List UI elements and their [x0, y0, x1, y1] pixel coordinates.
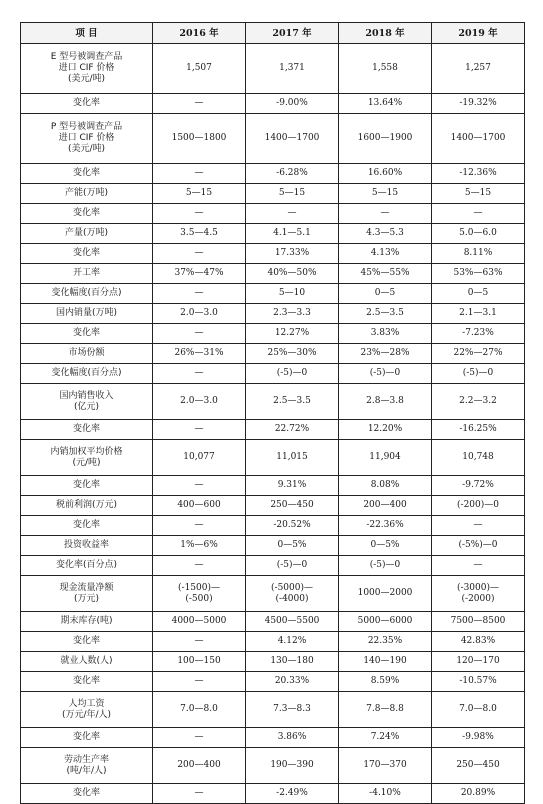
- table-cell: 40%—50%: [246, 264, 339, 284]
- header-2019: 2019 年: [432, 23, 525, 44]
- table-cell: 7.0—8.0: [153, 692, 246, 728]
- table-cell: —: [432, 516, 525, 536]
- table-cell: (-5000)— (-4000): [246, 576, 339, 612]
- table-row: [21, 516, 525, 536]
- table-cell: —: [153, 164, 246, 184]
- table-cell: —: [246, 204, 339, 224]
- table-cell: 1500—1800: [153, 114, 246, 164]
- table-row: [21, 224, 525, 244]
- row-label: 产能(万吨): [21, 184, 153, 204]
- table-row: [21, 556, 525, 576]
- row-label: 变化率(百分点): [21, 556, 153, 576]
- table-cell: 42.83%: [432, 632, 525, 652]
- table-row: [21, 748, 525, 784]
- table-row: [21, 264, 525, 284]
- table-cell: 5.0—6.0: [432, 224, 525, 244]
- table-cell: -9.98%: [432, 728, 525, 748]
- table-row: [21, 476, 525, 496]
- table-row: [21, 94, 525, 114]
- row-label: 税前利润(万元): [21, 496, 153, 516]
- table-cell: 12.27%: [246, 324, 339, 344]
- data-table-container: [20, 22, 524, 804]
- table-cell: 9.31%: [246, 476, 339, 496]
- table-cell: -22.36%: [339, 516, 432, 536]
- table-cell: 1000—2000: [339, 576, 432, 612]
- table-row: [21, 244, 525, 264]
- table-header-row: [21, 23, 525, 44]
- table-cell: 250—450: [432, 748, 525, 784]
- table-cell: —: [153, 516, 246, 536]
- table-cell: 250—450: [246, 496, 339, 516]
- table-cell: —: [432, 204, 525, 224]
- table-cell: —: [153, 632, 246, 652]
- table-cell: 2.2—3.2: [432, 384, 525, 420]
- table-cell: 120—170: [432, 652, 525, 672]
- table-cell: 3.86%: [246, 728, 339, 748]
- row-label: 人均工资 (万元/年/人): [21, 692, 153, 728]
- table-row: [21, 692, 525, 728]
- table-cell: 7.0—8.0: [432, 692, 525, 728]
- table-cell: 22.35%: [339, 632, 432, 652]
- table-row: [21, 652, 525, 672]
- table-row: [21, 672, 525, 692]
- table-cell: 5—15: [153, 184, 246, 204]
- table-cell: 2.5—3.5: [339, 304, 432, 324]
- table-cell: 45%—55%: [339, 264, 432, 284]
- table-cell: 200—400: [153, 748, 246, 784]
- table-cell: (-3000)— (-2000): [432, 576, 525, 612]
- table-cell: —: [153, 324, 246, 344]
- table-cell: (-5)—0: [339, 556, 432, 576]
- table-cell: 2.8—3.8: [339, 384, 432, 420]
- table-cell: -10.57%: [432, 672, 525, 692]
- table-cell: 20.33%: [246, 672, 339, 692]
- table-row: [21, 284, 525, 304]
- table-cell: 2.3—3.3: [246, 304, 339, 324]
- row-label: 变化率: [21, 784, 153, 804]
- table-cell: —: [153, 420, 246, 440]
- table-cell: (-1500)— (-500): [153, 576, 246, 612]
- header-2016: 2016 年: [153, 23, 246, 44]
- row-label: P 型号被调查产品 进口 CIF 价格 (美元/吨): [21, 114, 153, 164]
- table-row: [21, 164, 525, 184]
- table-cell: 53%—63%: [432, 264, 525, 284]
- row-label: 变化率: [21, 164, 153, 184]
- table-cell: 7.8—8.8: [339, 692, 432, 728]
- table-cell: 4.3—5.3: [339, 224, 432, 244]
- table-cell: 1,371: [246, 44, 339, 94]
- table-cell: -2.49%: [246, 784, 339, 804]
- table-row: [21, 324, 525, 344]
- table-cell: 4000—5000: [153, 612, 246, 632]
- table-cell: (-5%)—0: [432, 536, 525, 556]
- table-cell: 13.64%: [339, 94, 432, 114]
- row-label: 投资收益率: [21, 536, 153, 556]
- table-cell: 2.1—3.1: [432, 304, 525, 324]
- header-2018: 2018 年: [339, 23, 432, 44]
- table-row: [21, 632, 525, 652]
- table-cell: 22.72%: [246, 420, 339, 440]
- table-cell: 190—390: [246, 748, 339, 784]
- row-label: E 型号被调查产品 进口 CIF 价格 (美元/吨): [21, 44, 153, 94]
- row-label: 国内销售收入 (亿元): [21, 384, 153, 420]
- table-cell: —: [153, 284, 246, 304]
- table-cell: 8.11%: [432, 244, 525, 264]
- table-cell: 130—180: [246, 652, 339, 672]
- table-cell: 140—190: [339, 652, 432, 672]
- table-cell: 1,558: [339, 44, 432, 94]
- table-cell: 7500—8500: [432, 612, 525, 632]
- table-cell: 23%—28%: [339, 344, 432, 364]
- table-cell: 2.0—3.0: [153, 304, 246, 324]
- row-label: 市场份额: [21, 344, 153, 364]
- table-cell: -9.00%: [246, 94, 339, 114]
- table-row: [21, 612, 525, 632]
- table-row: [21, 496, 525, 516]
- table-cell: 3.5—4.5: [153, 224, 246, 244]
- table-row: [21, 784, 525, 804]
- row-label: 变化率: [21, 244, 153, 264]
- row-label: 变化率: [21, 324, 153, 344]
- row-label: 变化率: [21, 204, 153, 224]
- table-cell: 5000—6000: [339, 612, 432, 632]
- table-cell: 0—5: [432, 284, 525, 304]
- table-cell: (-5)—0: [246, 556, 339, 576]
- table-cell: 10,077: [153, 440, 246, 476]
- table-cell: (-5)—0: [432, 364, 525, 384]
- table-cell: 1,257: [432, 44, 525, 94]
- row-label: 变化率: [21, 516, 153, 536]
- table-cell: —: [153, 728, 246, 748]
- table-cell: 4500—5500: [246, 612, 339, 632]
- table-cell: 1%—6%: [153, 536, 246, 556]
- table-row: [21, 728, 525, 748]
- header-2017: 2017 年: [246, 23, 339, 44]
- table-cell: 0—5: [339, 284, 432, 304]
- table-cell: 17.33%: [246, 244, 339, 264]
- table-cell: 5—10: [246, 284, 339, 304]
- row-label: 期末库存(吨): [21, 612, 153, 632]
- table-cell: 20.89%: [432, 784, 525, 804]
- table-cell: 200—400: [339, 496, 432, 516]
- table-cell: —: [153, 476, 246, 496]
- table-cell: —: [339, 204, 432, 224]
- industry-indicators-table: [20, 22, 525, 804]
- table-cell: 1600—1900: [339, 114, 432, 164]
- table-cell: -12.36%: [432, 164, 525, 184]
- table-cell: 3.83%: [339, 324, 432, 344]
- table-cell: 5—15: [432, 184, 525, 204]
- table-cell: 8.59%: [339, 672, 432, 692]
- table-cell: -19.32%: [432, 94, 525, 114]
- table-body: [21, 44, 525, 804]
- row-label: 产量(万吨): [21, 224, 153, 244]
- row-label: 开工率: [21, 264, 153, 284]
- table-cell: 5—15: [339, 184, 432, 204]
- table-cell: 170—370: [339, 748, 432, 784]
- table-cell: —: [153, 672, 246, 692]
- table-cell: 5—15: [246, 184, 339, 204]
- table-cell: 7.3—8.3: [246, 692, 339, 728]
- table-row: [21, 44, 525, 94]
- table-cell: 12.20%: [339, 420, 432, 440]
- table-cell: 400—600: [153, 496, 246, 516]
- table-cell: 100—150: [153, 652, 246, 672]
- table-cell: 22%—27%: [432, 344, 525, 364]
- table-cell: 25%—30%: [246, 344, 339, 364]
- row-label: 变化率: [21, 672, 153, 692]
- table-cell: 11,904: [339, 440, 432, 476]
- header-item: 项 目: [21, 23, 153, 44]
- table-row: [21, 576, 525, 612]
- table-cell: 1400—1700: [432, 114, 525, 164]
- table-cell: 4.13%: [339, 244, 432, 264]
- table-cell: (-5)—0: [339, 364, 432, 384]
- table-cell: 4.12%: [246, 632, 339, 652]
- table-cell: 7.24%: [339, 728, 432, 748]
- table-cell: -20.52%: [246, 516, 339, 536]
- row-label: 变化率: [21, 94, 153, 114]
- table-row: [21, 344, 525, 364]
- row-label: 内销加权平均价格 (元/吨): [21, 440, 153, 476]
- table-cell: —: [153, 204, 246, 224]
- table-cell: 0—5%: [339, 536, 432, 556]
- table-cell: -9.72%: [432, 476, 525, 496]
- row-label: 变化幅度(百分点): [21, 284, 153, 304]
- table-row: [21, 420, 525, 440]
- table-cell: -7.23%: [432, 324, 525, 344]
- table-cell: —: [153, 244, 246, 264]
- table-cell: (-5)—0: [246, 364, 339, 384]
- table-row: [21, 114, 525, 164]
- table-cell: -4.10%: [339, 784, 432, 804]
- table-row: [21, 536, 525, 556]
- table-cell: —: [153, 364, 246, 384]
- table-cell: 10,748: [432, 440, 525, 476]
- table-cell: -16.25%: [432, 420, 525, 440]
- row-label: 变化幅度(百分点): [21, 364, 153, 384]
- table-cell: 26%—31%: [153, 344, 246, 364]
- table-cell: —: [153, 556, 246, 576]
- table-cell: 8.08%: [339, 476, 432, 496]
- table-cell: 16.60%: [339, 164, 432, 184]
- row-label: 就业人数(人): [21, 652, 153, 672]
- row-label: 现金流量净额 (万元): [21, 576, 153, 612]
- table-cell: (-200)—0: [432, 496, 525, 516]
- table-cell: 4.1—5.1: [246, 224, 339, 244]
- table-row: [21, 440, 525, 476]
- table-cell: -6.28%: [246, 164, 339, 184]
- row-label: 变化率: [21, 476, 153, 496]
- table-cell: —: [153, 94, 246, 114]
- row-label: 劳动生产率 (吨/年/人): [21, 748, 153, 784]
- table-row: [21, 364, 525, 384]
- table-row: [21, 204, 525, 224]
- table-cell: 1400—1700: [246, 114, 339, 164]
- row-label: 变化率: [21, 420, 153, 440]
- row-label: 变化率: [21, 632, 153, 652]
- table-cell: 1,507: [153, 44, 246, 94]
- table-cell: 11,015: [246, 440, 339, 476]
- table-row: [21, 304, 525, 324]
- table-cell: 2.0—3.0: [153, 384, 246, 420]
- table-row: [21, 384, 525, 420]
- table-row: [21, 184, 525, 204]
- table-cell: —: [153, 784, 246, 804]
- row-label: 国内销量(万吨): [21, 304, 153, 324]
- table-cell: 0—5%: [246, 536, 339, 556]
- row-label: 变化率: [21, 728, 153, 748]
- table-cell: 2.5—3.5: [246, 384, 339, 420]
- table-cell: 37%—47%: [153, 264, 246, 284]
- table-cell: —: [432, 556, 525, 576]
